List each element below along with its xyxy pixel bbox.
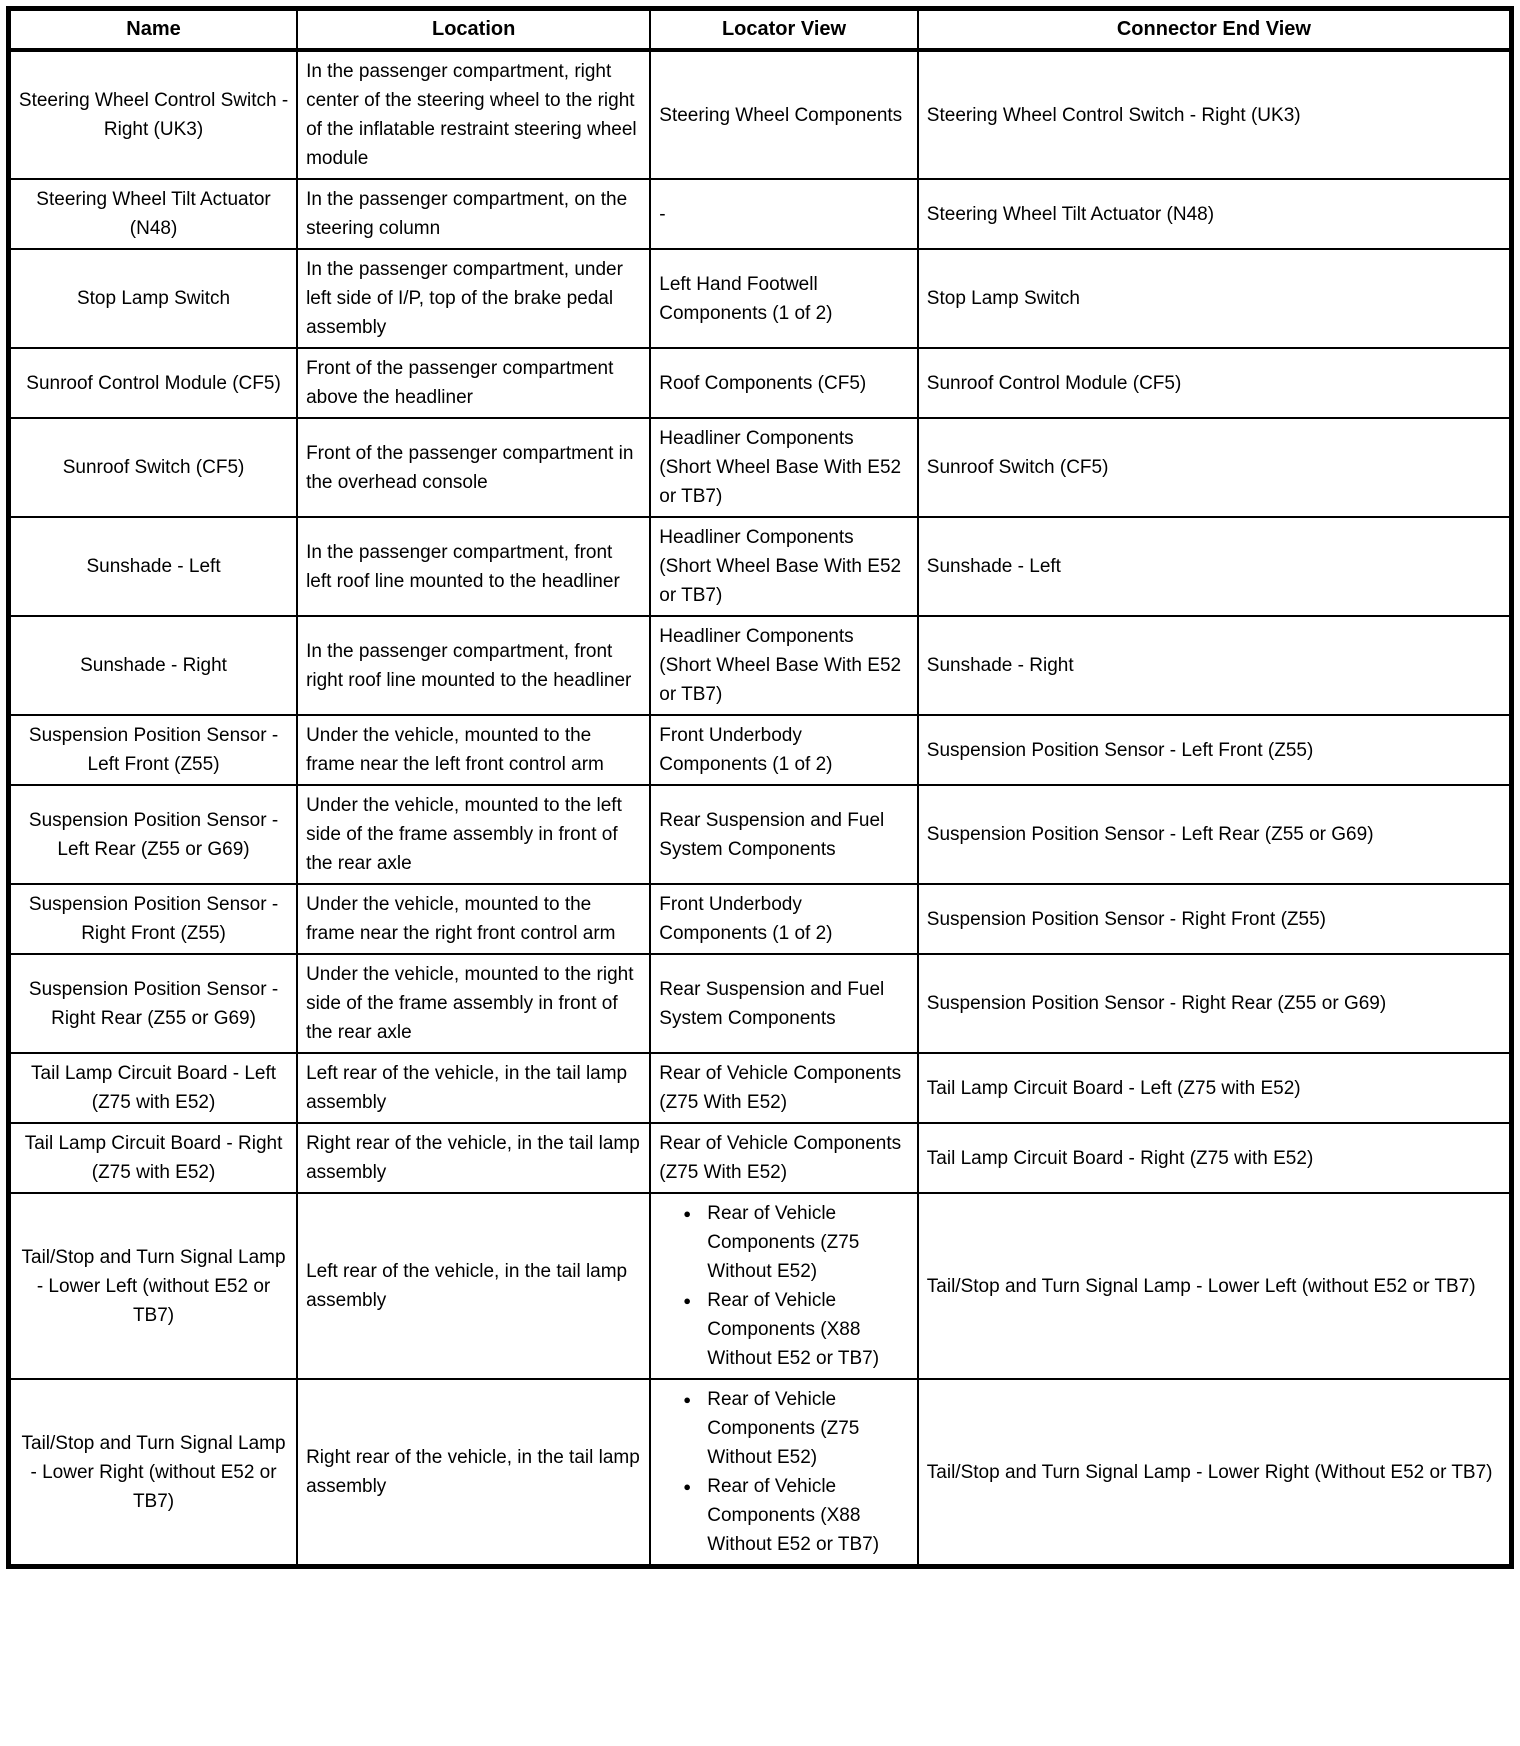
column-header-name: Name (9, 9, 298, 51)
location-cell: Under the vehicle, mounted to the left side of the frame assembly in front of the rear axle (297, 785, 650, 884)
connector-end-view-cell: Tail Lamp Circuit Board - Left (Z75 with E52) (918, 1053, 1512, 1123)
component-name-cell: Suspension Position Sensor - Right Front (Z55) (9, 884, 298, 954)
location-cell: Front of the passenger compartment above the headliner (297, 348, 650, 418)
component-name-cell: Sunroof Switch (CF5) (9, 418, 298, 517)
locator-view-cell: Rear of Vehicle Components (Z75 With E52) (650, 1123, 918, 1193)
table-row (9, 517, 1512, 616)
table-row (9, 249, 1512, 348)
table-row (9, 1053, 1512, 1123)
location-cell: In the passenger compartment, front left roof line mounted to the headliner (297, 517, 650, 616)
bullet-icon: ● (683, 1392, 692, 1407)
connector-end-view-cell: Tail/Stop and Turn Signal Lamp - Lower Left (without E52 or TB7) (918, 1193, 1512, 1379)
locator-view-text: Rear of Vehicle Components (X88 Without E52 or TB7) (707, 1476, 880, 1555)
locator-view-bullet-list (659, 1199, 909, 1373)
locator-view-cell: Headliner Components (Short Wheel Base With E52 or TB7) (650, 616, 918, 715)
column-header-locator-view: Locator View (650, 9, 918, 51)
locator-view-bullet-item (683, 1199, 909, 1286)
connector-end-view-cell: Sunroof Switch (CF5) (918, 418, 1512, 517)
locator-view-cell (650, 1379, 918, 1567)
locator-view-cell: Left Hand Footwell Components (1 of 2) (650, 249, 918, 348)
table-row (9, 348, 1512, 418)
table-row (9, 1193, 1512, 1379)
bullet-icon: ● (683, 1293, 692, 1308)
location-cell: Right rear of the vehicle, in the tail lamp assembly (297, 1379, 650, 1567)
component-name-cell: Suspension Position Sensor - Right Rear (Z55 or G69) (9, 954, 298, 1053)
location-cell: In the passenger compartment, on the steering column (297, 179, 650, 249)
component-name-cell: Tail/Stop and Turn Signal Lamp - Lower Right (without E52 or TB7) (9, 1379, 298, 1567)
table-row (9, 1123, 1512, 1193)
component-name-cell: Tail/Stop and Turn Signal Lamp - Lower Left (without E52 or TB7) (9, 1193, 298, 1379)
locator-view-bullet-item (683, 1385, 909, 1472)
component-table-body (9, 50, 1512, 1567)
locator-view-text: Rear of Vehicle Components (X88 Without E52 or TB7) (707, 1290, 880, 1369)
component-name-cell: Suspension Position Sensor - Left Front (Z55) (9, 715, 298, 785)
locator-view-bullet-item (683, 1472, 909, 1559)
connector-end-view-cell: Suspension Position Sensor - Right Rear (Z55 or G69) (918, 954, 1512, 1053)
locator-view-cell: Front Underbody Components (1 of 2) (650, 884, 918, 954)
bullet-icon: ● (683, 1206, 692, 1221)
table-header-row (9, 9, 1512, 51)
connector-end-view-cell: Sunshade - Right (918, 616, 1512, 715)
table-row (9, 50, 1512, 179)
location-cell: In the passenger compartment, front right roof line mounted to the headliner (297, 616, 650, 715)
table-row (9, 179, 1512, 249)
locator-view-text: Rear of Vehicle Components (Z75 Without E52) (707, 1389, 860, 1468)
locator-view-bullet-item (683, 1286, 909, 1373)
connector-end-view-cell: Sunroof Control Module (CF5) (918, 348, 1512, 418)
location-cell: Under the vehicle, mounted to the frame near the left front control arm (297, 715, 650, 785)
connector-end-view-cell: Suspension Position Sensor - Right Front (Z55) (918, 884, 1512, 954)
column-header-location: Location (297, 9, 650, 51)
location-cell: Right rear of the vehicle, in the tail lamp assembly (297, 1123, 650, 1193)
locator-view-cell: - (650, 179, 918, 249)
connector-end-view-cell: Steering Wheel Control Switch - Right (UK3) (918, 50, 1512, 179)
table-row (9, 715, 1512, 785)
location-cell: Under the vehicle, mounted to the frame near the right front control arm (297, 884, 650, 954)
table-row (9, 616, 1512, 715)
table-row (9, 1379, 1512, 1567)
connector-end-view-cell: Steering Wheel Tilt Actuator (N48) (918, 179, 1512, 249)
location-cell: In the passenger compartment, under left side of I/P, top of the brake pedal assembly (297, 249, 650, 348)
table-row (9, 785, 1512, 884)
locator-view-cell: Front Underbody Components (1 of 2) (650, 715, 918, 785)
locator-view-cell: Rear Suspension and Fuel System Components (650, 785, 918, 884)
location-cell: Left rear of the vehicle, in the tail lamp assembly (297, 1053, 650, 1123)
table-row (9, 884, 1512, 954)
locator-view-cell: Roof Components (CF5) (650, 348, 918, 418)
component-location-table (6, 6, 1514, 1569)
component-name-cell: Tail Lamp Circuit Board - Right (Z75 with E52) (9, 1123, 298, 1193)
component-name-cell: Sunshade - Right (9, 616, 298, 715)
component-name-cell: Sunroof Control Module (CF5) (9, 348, 298, 418)
location-cell: In the passenger compartment, right center of the steering wheel to the right of the inflatable restraint steering wheel module (297, 50, 650, 179)
component-name-cell: Steering Wheel Tilt Actuator (N48) (9, 179, 298, 249)
locator-view-cell: Steering Wheel Components (650, 50, 918, 179)
column-header-connector-end-view: Connector End View (918, 9, 1512, 51)
component-name-cell: Sunshade - Left (9, 517, 298, 616)
connector-end-view-cell: Tail/Stop and Turn Signal Lamp - Lower Right (Without E52 or TB7) (918, 1379, 1512, 1567)
locator-view-cell: Headliner Components (Short Wheel Base With E52 or TB7) (650, 517, 918, 616)
locator-view-cell: Headliner Components (Short Wheel Base With E52 or TB7) (650, 418, 918, 517)
connector-end-view-cell: Suspension Position Sensor - Left Front (Z55) (918, 715, 1512, 785)
locator-view-text: Rear of Vehicle Components (Z75 Without E52) (707, 1203, 860, 1282)
component-name-cell: Tail Lamp Circuit Board - Left (Z75 with E52) (9, 1053, 298, 1123)
locator-view-cell: Rear of Vehicle Components (Z75 With E52) (650, 1053, 918, 1123)
location-cell: Front of the passenger compartment in the overhead console (297, 418, 650, 517)
bullet-icon: ● (683, 1479, 692, 1494)
locator-view-bullet-list (659, 1385, 909, 1559)
location-cell: Left rear of the vehicle, in the tail lamp assembly (297, 1193, 650, 1379)
table-row (9, 954, 1512, 1053)
locator-view-cell: Rear Suspension and Fuel System Components (650, 954, 918, 1053)
connector-end-view-cell: Suspension Position Sensor - Left Rear (Z55 or G69) (918, 785, 1512, 884)
connector-end-view-cell: Sunshade - Left (918, 517, 1512, 616)
connector-end-view-cell: Stop Lamp Switch (918, 249, 1512, 348)
connector-end-view-cell: Tail Lamp Circuit Board - Right (Z75 with E52) (918, 1123, 1512, 1193)
component-name-cell: Suspension Position Sensor - Left Rear (Z55 or G69) (9, 785, 298, 884)
location-cell: Under the vehicle, mounted to the right side of the frame assembly in front of the rear axle (297, 954, 650, 1053)
component-name-cell: Stop Lamp Switch (9, 249, 298, 348)
component-name-cell: Steering Wheel Control Switch - Right (UK3) (9, 50, 298, 179)
table-row (9, 418, 1512, 517)
locator-view-cell (650, 1193, 918, 1379)
